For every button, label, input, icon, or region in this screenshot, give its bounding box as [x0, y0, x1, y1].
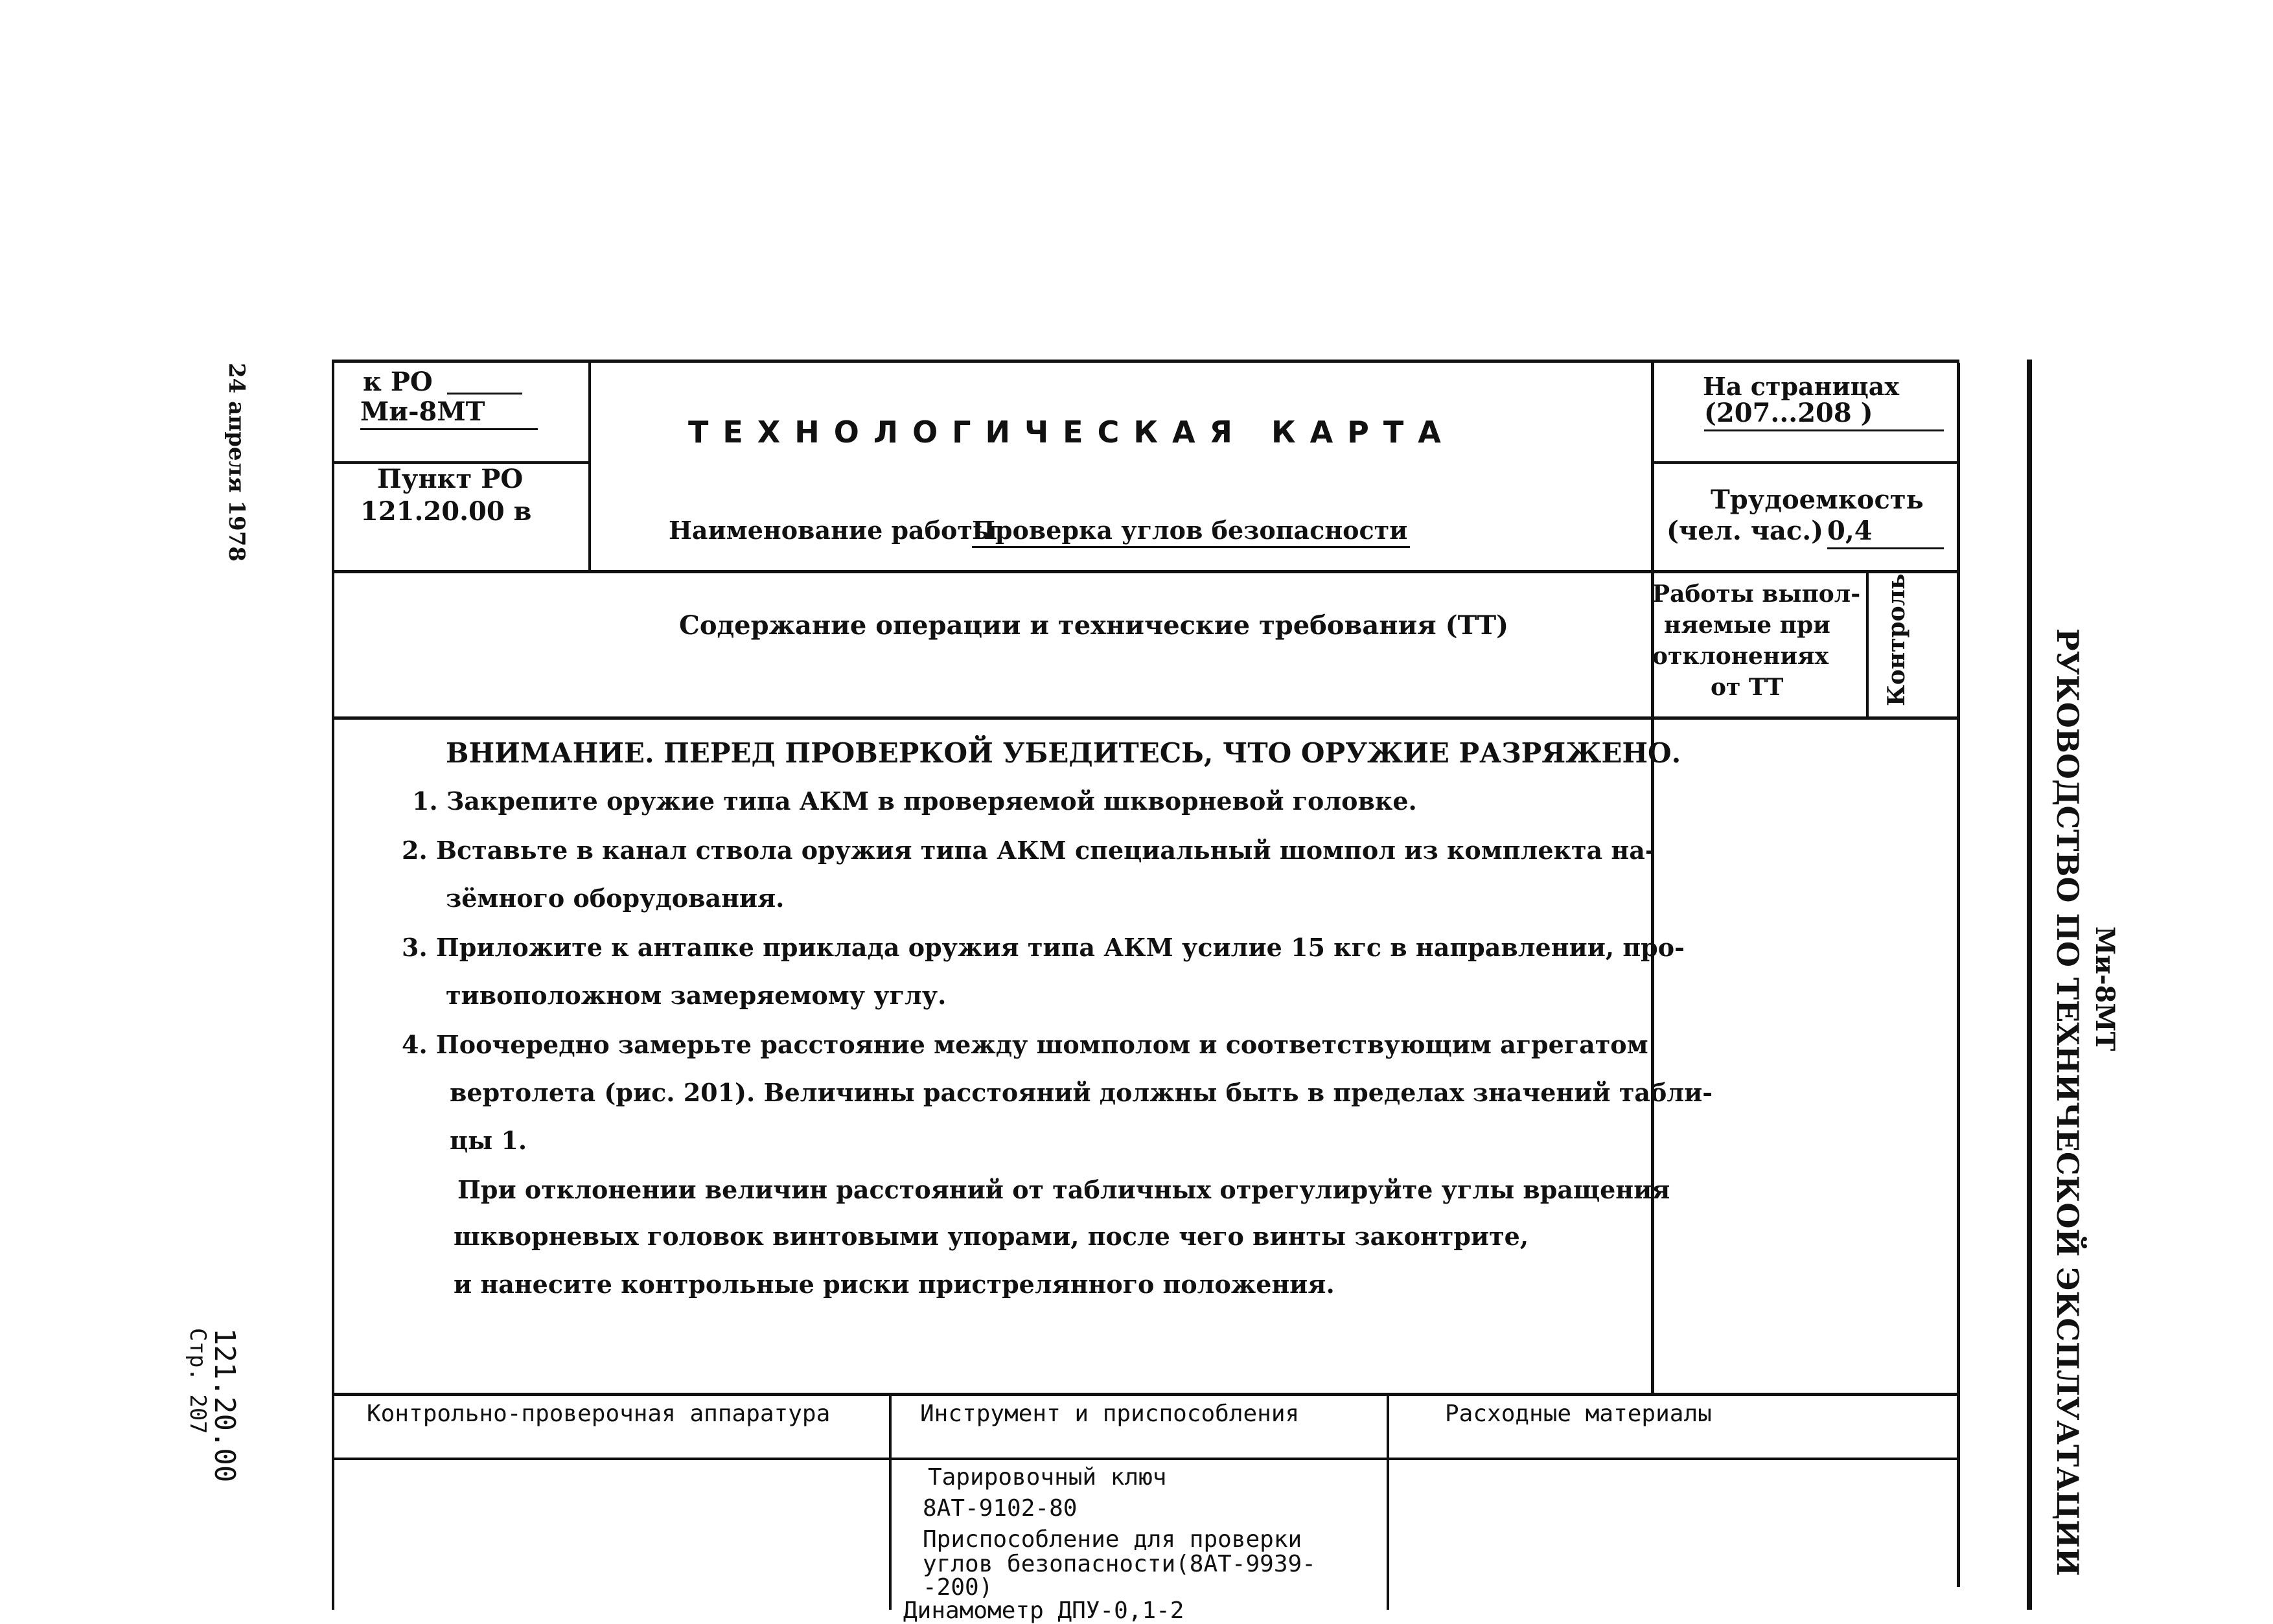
item-label: Пункт РО [377, 464, 524, 494]
footer-col-equipment: Контрольно-проверочная аппаратура [367, 1401, 831, 1427]
margin-section: 121.20.00 [208, 1328, 241, 1483]
footer-col-materials: Расходные материалы [1445, 1401, 1712, 1427]
labor-value: 0,4 [1827, 516, 1944, 549]
tool-line: Динамометр ДПУ-0,1-2 [903, 1597, 1184, 1624]
ref-value: Ми-8МТ [360, 396, 538, 430]
margin-date: 24 апреля 1978 [224, 363, 249, 562]
content-line: тивоположном замеряемому углу. [446, 981, 947, 1010]
content-line: зёмного оборудования. [446, 884, 785, 913]
footer-col-tools: Инструмент и приспособления [920, 1401, 1300, 1427]
content-line: шкворневых головок винтовыми упорами, после чего винты законтрите, [454, 1222, 1529, 1251]
margin-page: Стр. 207 [185, 1328, 211, 1434]
labor-label: Трудоемкость [1711, 485, 1924, 515]
pages-value: (207...208 ) [1704, 398, 1944, 431]
work-value: Проверка углов безопасности [972, 516, 1410, 548]
pages-label: На страницах [1703, 372, 1899, 401]
content-line: и нанесите контрольные риски пристрелянного положения. [454, 1270, 1335, 1299]
tool-line: Приспособление для проверки [923, 1526, 1302, 1553]
content-line: 4. Поочередно замерьте расстояние между шомполом и соответствующим агрегатом [402, 1030, 1648, 1059]
tool-line: 8АТ-9102-80 [923, 1495, 1078, 1522]
page-title: ТЕХНОЛОГИЧЕСКАЯ КАРТА [688, 415, 1455, 450]
work-label: Наименование работы [669, 516, 998, 545]
content-line: цы 1. [450, 1126, 527, 1155]
tool-line: -200) [923, 1574, 993, 1601]
ref-label: к РО [363, 367, 433, 397]
labor-unit: (чел. час.) [1667, 516, 1824, 546]
margin-right-rule [2027, 360, 2032, 1610]
content-line: 1. Закрепите оружие типа АКМ в проверяемой шкворневой головке. [412, 786, 1417, 816]
tool-line: Тарировочный ключ [928, 1464, 1167, 1491]
content-line: вертолета (рис. 201). Величины расстояний должны быть в пределах значений табли- [450, 1078, 1713, 1107]
content-column-header: Содержание операции и технические требования (ТТ) [679, 610, 1509, 641]
control-column-header: Контроль [1883, 573, 1910, 706]
content-line: 3. Приложите к антапке приклада оружия типа АКМ усилие 15 кгс в направлении, про- [402, 933, 1685, 962]
content-line: При отклонении величин расстояний от табличных отрегулируйте углы вращения [457, 1175, 1670, 1204]
margin-model: Ми-8МТ [2090, 926, 2120, 1051]
tool-line: углов безопасности(8АТ-9939- [923, 1551, 1316, 1577]
warning-text: ВНИМАНИЕ. ПЕРЕД ПРОВЕРКОЙ УБЕДИТЕСЬ, ЧТО ОРУЖИЕ РАЗРЯЖЕНО. [446, 737, 1681, 769]
item-value: 121.20.00 в [360, 496, 532, 527]
margin-manual-title: РУКОВОДСТВО ПО ТЕХНИЧЕСКОЙ ЭКСПЛУАТАЦИИ [2050, 628, 2085, 1577]
content-line: 2. Вставьте в канал ствола оружия типа АКМ специальный шомпол из комплекта на- [402, 836, 1656, 865]
